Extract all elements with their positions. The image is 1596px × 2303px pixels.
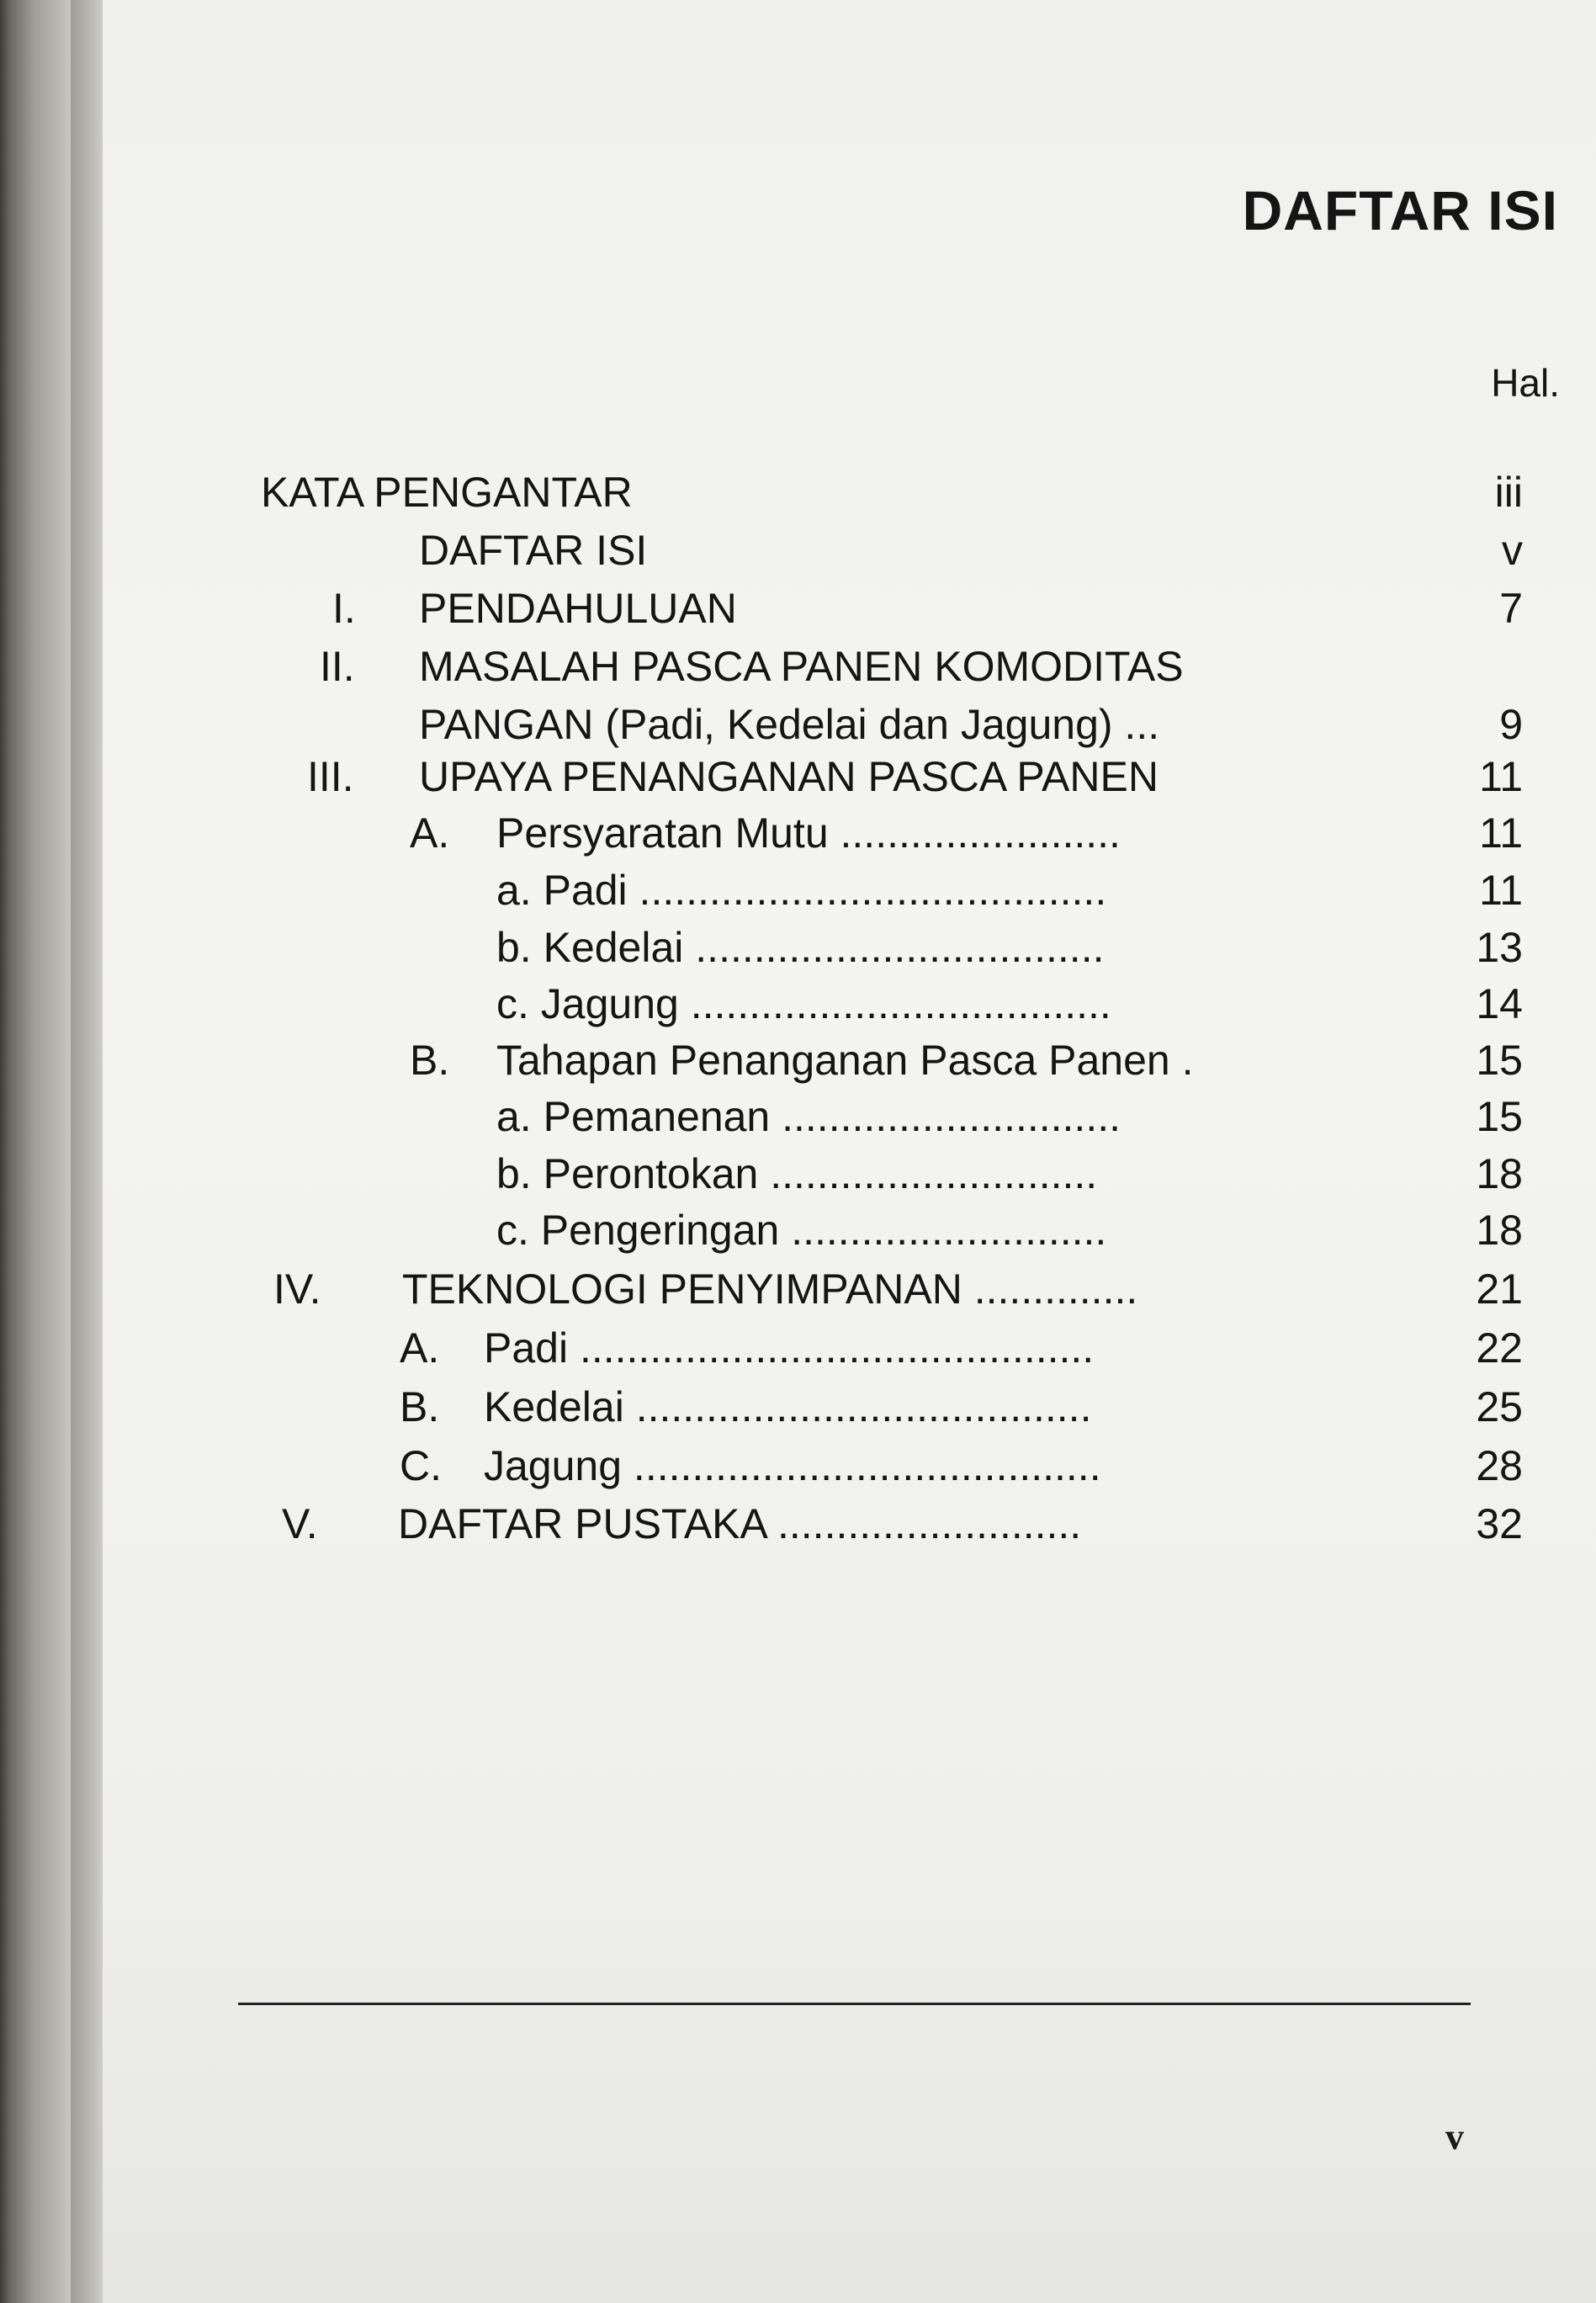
toc-entry: [261, 583, 1523, 634]
toc-entry: [261, 1499, 1523, 1549]
toc-entry-number: C.: [400, 1442, 442, 1489]
toc-entry: [261, 979, 1523, 1029]
toc-entry: [261, 1035, 1523, 1085]
toc-entry: [261, 922, 1523, 973]
toc-entry-number: III.: [307, 753, 354, 800]
toc-entry-page: 9: [1499, 701, 1523, 748]
book-page: [103, 0, 1596, 2303]
toc-entry-title: TEKNOLOGI PENYIMPANAN ..............: [402, 1266, 1138, 1313]
toc-entry: [261, 699, 1523, 750]
toc-entry-page: 25: [1476, 1383, 1523, 1430]
toc-entry-title: Tahapan Penanganan Pasca Panen .: [496, 1037, 1194, 1084]
toc-entry-title: a. Pemanenan .............................: [496, 1093, 1121, 1140]
toc-entry-title: Persyaratan Mutu ........................: [496, 809, 1121, 857]
toc-entry-page: 21: [1476, 1266, 1523, 1313]
toc-entry: [261, 641, 1523, 692]
toc-entry-number: A.: [400, 1324, 440, 1372]
toc-entry-number: B.: [400, 1383, 440, 1430]
toc-entry-title: DAFTAR ISI: [419, 527, 648, 574]
page-number: v: [1445, 2116, 1464, 2157]
toc-entry-title: b. Perontokan ............................: [496, 1150, 1098, 1197]
toc-entry: [261, 808, 1523, 858]
toc-entry: [261, 467, 1523, 517]
toc-entry-title: PENDAHULUAN: [419, 585, 737, 632]
toc-entry-page: 7: [1499, 585, 1523, 632]
toc-entry-page: 11: [1479, 867, 1523, 914]
toc-entry: [261, 1323, 1523, 1373]
toc-entry-page: 11: [1479, 753, 1523, 800]
toc-entry: [261, 1149, 1523, 1199]
toc-entry-page: v: [1502, 527, 1523, 574]
page-column-label: Hal.: [1491, 361, 1560, 405]
page-title: DAFTAR ISI: [1242, 179, 1558, 241]
toc-entry-page: 15: [1476, 1093, 1523, 1140]
toc-entry: [261, 1205, 1523, 1255]
toc-entry-page: 22: [1476, 1324, 1523, 1372]
toc-entry: [261, 751, 1523, 802]
toc-entry-title: Jagung ........................................: [484, 1442, 1101, 1489]
toc-entry-page: 18: [1476, 1207, 1523, 1254]
toc-entry-number: B.: [410, 1037, 450, 1084]
toc-entry-page: iii: [1494, 469, 1523, 516]
toc-entry-page: 11: [1479, 809, 1523, 857]
toc-entry-page: 13: [1476, 924, 1523, 971]
toc-entry-title: UPAYA PENANGANAN PASCA PANEN: [419, 753, 1159, 800]
toc-entry: [261, 865, 1523, 915]
toc-entry-page: 14: [1476, 980, 1523, 1027]
toc-entry-page: 32: [1476, 1500, 1523, 1547]
toc-entry: [261, 525, 1523, 576]
toc-entry-title: c. Pengeringan ...........................: [496, 1207, 1107, 1254]
toc-entry-title: Padi ............................................: [484, 1324, 1095, 1372]
toc-entry-title: MASALAH PASCA PANEN KOMODITAS: [419, 643, 1184, 690]
toc-entry-number: A.: [410, 809, 450, 857]
toc-entry-page: 28: [1476, 1442, 1523, 1489]
toc-entry: [261, 1382, 1523, 1432]
toc-entry-number: II.: [320, 643, 355, 690]
toc-entry-page: 15: [1476, 1037, 1523, 1084]
toc-entry: [261, 1441, 1523, 1491]
toc-entry-title: DAFTAR PUSTAKA ..........................: [398, 1500, 1082, 1547]
toc-entry-title: a. Padi ........................................: [496, 867, 1107, 914]
toc-entry: [261, 1091, 1523, 1142]
toc-entry-number: V.: [282, 1500, 318, 1547]
footer-rule: [238, 2003, 1471, 2005]
toc-entry-title: PANGAN (Padi, Kedelai dan Jagung) ...: [419, 701, 1160, 748]
toc-entry-number: I.: [332, 585, 356, 632]
toc-entry-title: KATA PENGANTAR: [261, 469, 633, 516]
toc-entry-title: c. Jagung ....................................: [496, 980, 1111, 1027]
toc-entry: [261, 1264, 1523, 1314]
toc-entry-title: b. Kedelai ...................................: [496, 924, 1105, 971]
toc-entry-page: 18: [1476, 1150, 1523, 1197]
toc-entry-title: Kedelai .......................................: [484, 1383, 1092, 1430]
toc-entry-number: IV.: [273, 1266, 321, 1313]
